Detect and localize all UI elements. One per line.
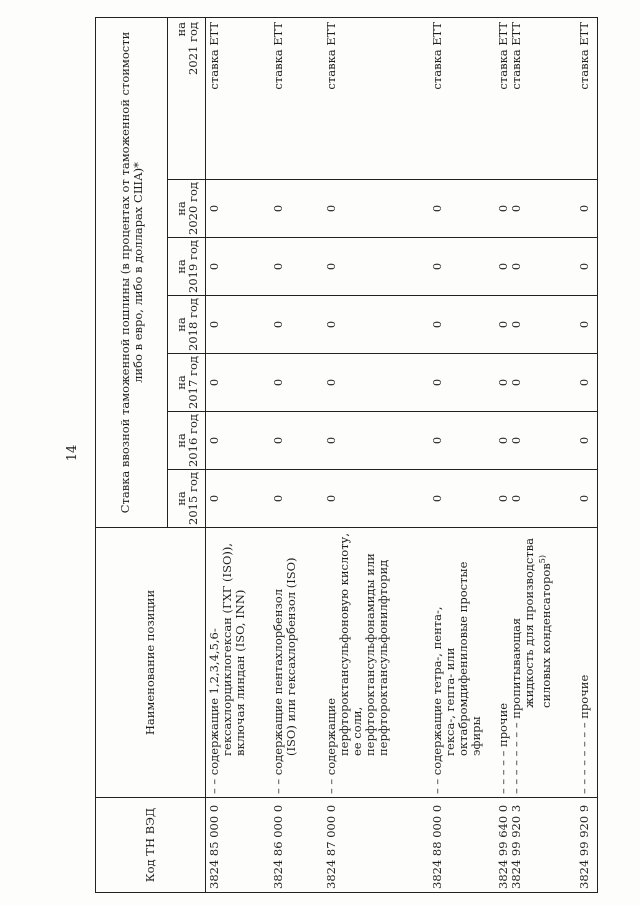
rate-cell: 0 xyxy=(578,296,598,354)
header-year: на 2019 год xyxy=(168,238,206,296)
header-year: на 2016 год xyxy=(168,412,206,470)
row-code: 3824 99 640 0 xyxy=(497,798,510,893)
rate-cell: 0 xyxy=(497,296,510,354)
header-year: на 2018 год xyxy=(168,296,206,354)
rate-cell: 0 xyxy=(510,296,578,354)
rate-cell: 0 xyxy=(325,354,431,412)
header-year: на 2020 год xyxy=(168,180,206,238)
rate-cell: ставка ЕТТ xyxy=(431,17,497,179)
rate-cell: 0 xyxy=(206,296,272,354)
rate-cell: 0 xyxy=(325,296,431,354)
rate-cell: 0 xyxy=(431,296,497,354)
rate-cell: ставка ЕТТ xyxy=(578,17,598,179)
rate-cell: 0 xyxy=(272,354,325,412)
rate-cell: 0 xyxy=(206,470,272,528)
rate-cell: 0 xyxy=(510,354,578,412)
row-name: – – содержащие тетра-, пента-, гекса-, гепта- или октабромдифениловые простые эфиры xyxy=(431,528,497,798)
rate-cell: 0 xyxy=(431,470,497,528)
rate-cell: 0 xyxy=(510,470,578,528)
table-row xyxy=(510,17,578,892)
row-name: – – содержащие 1,2,3,4,5,6- гексахлорциклогексан (ГХГ (ISO)), включая линдан (ISO, INN) xyxy=(206,528,272,798)
row-code: 3824 88 000 0 xyxy=(431,798,497,893)
rate-cell: 0 xyxy=(578,180,598,238)
rate-cell: 0 xyxy=(272,470,325,528)
row-name: – – – – – – – – прочие xyxy=(578,528,598,798)
table-row xyxy=(578,17,598,892)
row-code: 3824 87 000 0 xyxy=(325,798,431,893)
rate-cell: 0 xyxy=(272,412,325,470)
footnote-mark: 5) xyxy=(537,555,547,564)
header-rate: Ставка ввозной таможенной пошлины (в процентах от таможенной стоимости либо в евро, либо в долларах США)* xyxy=(96,17,168,527)
rate-cell: ставка ЕТТ xyxy=(497,17,510,179)
rate-cell: 0 xyxy=(206,412,272,470)
rate-cell: 0 xyxy=(272,238,325,296)
rate-cell: 0 xyxy=(497,412,510,470)
rate-cell: 0 xyxy=(206,354,272,412)
row-code: 3824 85 000 0 xyxy=(206,798,272,893)
header-code: Код ТН ВЭД xyxy=(96,798,206,893)
rate-cell: ставка ЕТТ xyxy=(206,17,272,179)
row-code: 3824 99 920 9 xyxy=(578,798,598,893)
rate-cell: 0 xyxy=(325,238,431,296)
rate-cell: 0 xyxy=(497,238,510,296)
rate-cell: 0 xyxy=(578,238,598,296)
rate-cell: 0 xyxy=(510,180,578,238)
rate-cell: 0 xyxy=(325,470,431,528)
rate-cell: 0 xyxy=(325,180,431,238)
rate-cell: ставка ЕТТ xyxy=(272,17,325,179)
table-row xyxy=(325,17,431,892)
header-year: на 2021 год xyxy=(168,17,206,179)
rate-cell: 0 xyxy=(497,470,510,528)
row-name: – – содержащие перфтороктансульфоновую кислоту, ее соли, перфтороктансульфонамиды или перфтороктансульфонилфторид xyxy=(325,528,431,798)
rate-cell: ставка ЕТТ xyxy=(325,17,431,179)
rate-cell: 0 xyxy=(325,412,431,470)
table-row xyxy=(431,17,497,892)
row-code: 3824 99 920 3 xyxy=(510,798,578,893)
rate-cell: 0 xyxy=(578,354,598,412)
header-name: Наименование позиции xyxy=(96,528,206,798)
rate-cell: 0 xyxy=(206,238,272,296)
rate-cell: 0 xyxy=(431,180,497,238)
row-name: – – – – – прочие xyxy=(497,528,510,798)
header-year: на 2017 год xyxy=(168,354,206,412)
rate-cell: ставка ЕТТ xyxy=(510,17,578,179)
row-code: 3824 86 000 0 xyxy=(272,798,325,893)
rate-cell: 0 xyxy=(510,238,578,296)
rate-cell: 0 xyxy=(431,412,497,470)
rate-cell: 0 xyxy=(431,354,497,412)
tariff-table xyxy=(95,17,598,893)
header-year: на 2015 год xyxy=(168,470,206,528)
rate-cell: 0 xyxy=(272,296,325,354)
rate-cell: 0 xyxy=(578,470,598,528)
rate-cell: 0 xyxy=(431,238,497,296)
table-row xyxy=(497,17,510,892)
table-row xyxy=(272,17,325,892)
table-row xyxy=(206,17,272,892)
rate-cell: 0 xyxy=(510,412,578,470)
rate-cell: 0 xyxy=(497,354,510,412)
rate-cell: 0 xyxy=(578,412,598,470)
row-name: – – – – – – – – пропитывающая жидкость для производства силовых конденсаторов$^{5)}$ xyxy=(510,528,578,798)
page-number: 14 xyxy=(65,444,80,462)
rate-cell: 0 xyxy=(272,180,325,238)
row-name: – – содержащие пентахлорбензол (ISO) или гексахлорбензол (ISO) xyxy=(272,528,325,798)
rate-cell: 0 xyxy=(497,180,510,238)
rate-cell: 0 xyxy=(206,180,272,238)
